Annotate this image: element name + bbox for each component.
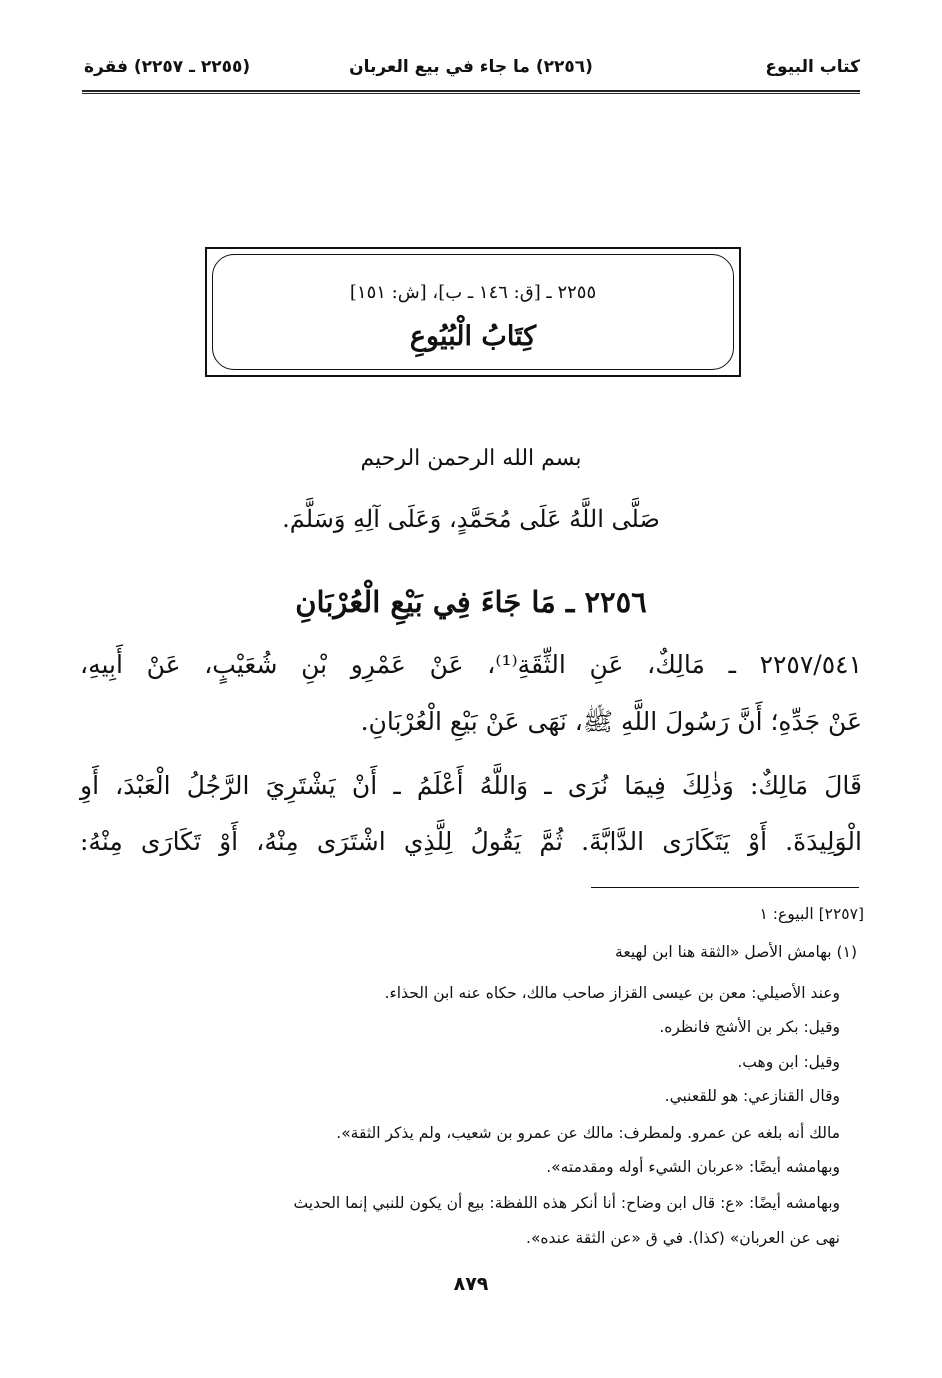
footnote-line: وقيل: ابن وهب. [737, 1053, 840, 1071]
footnote-line: وعند الأصيلي: معن بن عيسى القزاز صاحب مالك، حكاه عنه ابن الحذاء. [384, 984, 840, 1002]
body-text-line: عَنْ جَدِّهِ؛ أَنَّ رَسُولَ اللَّهِ ﷺ، نَهَى عَنْ بَيْعِ الْعُرْبَانِ. [360, 707, 862, 736]
footnote-line: وبهامشه أيضًا: «ع: قال ابن وضاح: أنا أنكر هذه اللفظة: بيع أن يكون للنبي إنما الحديث [293, 1194, 840, 1212]
footnote-line: مالك أنه بلغه عن عمرو. ولمطرف: مالك عن عمرو بن شعيب، ولم يذكر الثقة». [336, 1124, 840, 1142]
body-text-line: الْوَلِيدَةَ. أَوْ يَتَكَارَى الدَّابَّةَ. ثُمَّ يَقُولُ لِلَّذِي اشْتَرَى مِنْهُ، أَوْ تَكَارَى مِنْهُ: [80, 827, 862, 856]
footnote-separator [591, 887, 859, 888]
book-reference-line: ٢٢٥٥ ـ [ق: ١٤٦ ـ ب]، [ش: ١٥١] [349, 282, 597, 303]
body-text-line: قَالَ مَالِكٌ: وَذٰلِكَ فِيمَا نُرَى ـ وَاللَّهُ أَعْلَمُ ـ أَنْ يَشْتَرِيَ الرَّجُلُ الْعَبْدَ، أَوِ [80, 771, 862, 800]
footnote-line: نهى عن العربان» (كذا). في ق «عن الثقة عنده». [526, 1229, 840, 1247]
basmala: بسم الله الرحمن الرحيم [360, 446, 582, 471]
salat-line: صَلَّى اللَّهُ عَلَى مُحَمَّدٍ، وَعَلَى آلِهِ وَسَلَّمَ. [282, 505, 660, 533]
book-heading: كِتَابُ الْبُيُوعِ [409, 321, 537, 352]
body-text-line: ٢٢٥٧/٥٤١ ـ مَالِكٌ، عَنِ الثِّقَةِ⁽¹⁾، عَنْ عَمْرِو بْنِ شُعَيْبٍ، عَنْ أَبِيهِ، [80, 650, 862, 679]
running-header-chapter-title: (٢٢٥٦) ما جاء في بيع العربان [349, 57, 593, 77]
header-rule-thin [82, 93, 860, 94]
footnote-line: (١) بهامش الأصل «الثقة هنا ابن لهيعة [615, 943, 857, 961]
running-header-book-title: كتاب البيوع [765, 57, 860, 77]
footnote-line: [٢٢٥٧] البيوع: ١ [759, 905, 864, 923]
footnote-line: وقال القنازعي: هو للقعنبي. [664, 1087, 840, 1105]
footnote-line: وبهامشه أيضًا: «عربان الشيء أوله ومقدمته». [546, 1158, 840, 1176]
book-title-box [205, 247, 741, 377]
header-rule [82, 90, 860, 92]
chapter-heading: ٢٢٥٦ ـ مَا جَاءَ فِي بَيْعِ الْعُرْبَانِ [295, 585, 647, 619]
footnote-line: وقيل: بكر بن الأشج فانظره. [659, 1018, 840, 1036]
running-header-paragraph-range: (٢٢٥٥ ـ ٢٢٥٧) فقرة [84, 57, 251, 77]
page-number: ٨٧٩ [453, 1273, 489, 1295]
book-title-box-inner-frame [212, 254, 734, 370]
